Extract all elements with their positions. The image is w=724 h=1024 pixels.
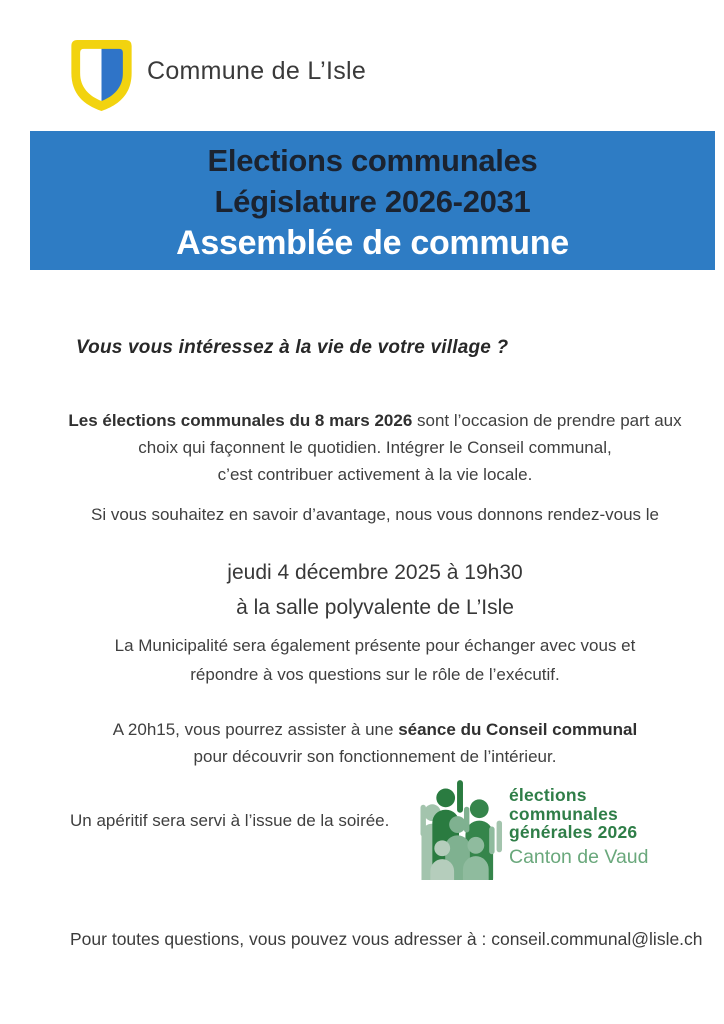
commune-name: Commune de L’Isle xyxy=(147,57,367,85)
paragraph-elections-intro xyxy=(50,407,700,488)
title-banner xyxy=(30,131,715,270)
p1-line2: choix qui façonnent le quotidien. Intégrer le Conseil communal, xyxy=(138,438,612,457)
p4-line2: pour découvrir son fonctionnement de l’intérieur. xyxy=(193,747,557,766)
banner-title-line1: Elections communales xyxy=(207,143,538,178)
paragraph-municipalite xyxy=(50,631,700,689)
paragraph-seance xyxy=(50,716,700,770)
commune-shield-icon xyxy=(68,38,135,113)
banner-title-line2: Législature 2026-2031 xyxy=(214,184,531,219)
p1-line1-rest: sont l’occasion de prendre part aux xyxy=(412,411,682,430)
event-details xyxy=(50,555,700,625)
logo-line-canton: Canton de Vaud xyxy=(509,845,649,868)
aperitif-note: Un apéritif sera servi à l’issue de la soirée. xyxy=(70,811,390,830)
banner-title-line3: Assemblée de commune xyxy=(176,224,569,262)
event-location: à la salle polyvalente de L’Isle xyxy=(236,596,514,619)
contact-line: Pour toutes questions, vous pouvez vous adresser à : conseil.communal@lisle.ch xyxy=(70,929,703,949)
logo-line-elections: élections xyxy=(509,785,587,805)
p4-line1-bold: séance du Conseil communal xyxy=(398,720,638,739)
p4-line1-pre: A 20h15, vous pourrez assister à une xyxy=(112,720,399,739)
election-people-icon xyxy=(420,779,503,880)
logo-line-generales: générales 2026 xyxy=(509,822,638,842)
event-date-time: jeudi 4 décembre 2025 à 19h30 xyxy=(227,561,523,584)
p1-line1-bold: Les élections communales du 8 mars 2026 xyxy=(68,411,413,430)
intro-question: Vous vous intéressez à la vie de votre village ? xyxy=(76,337,509,358)
election-logo-text xyxy=(509,786,649,868)
paragraph-rendezvous: Si vous souhaitez en savoir d’avantage, nous vous donnons rendez-vous le xyxy=(91,505,659,524)
p3-line2: répondre à vos questions sur le rôle de l’exécutif. xyxy=(190,665,560,684)
p3-line1: La Municipalité sera également présente pour échanger avec vous et xyxy=(114,636,636,655)
logo-line-communales: communales xyxy=(509,803,618,824)
p1-line3: c’est contribuer activement à la vie locale. xyxy=(217,465,533,484)
